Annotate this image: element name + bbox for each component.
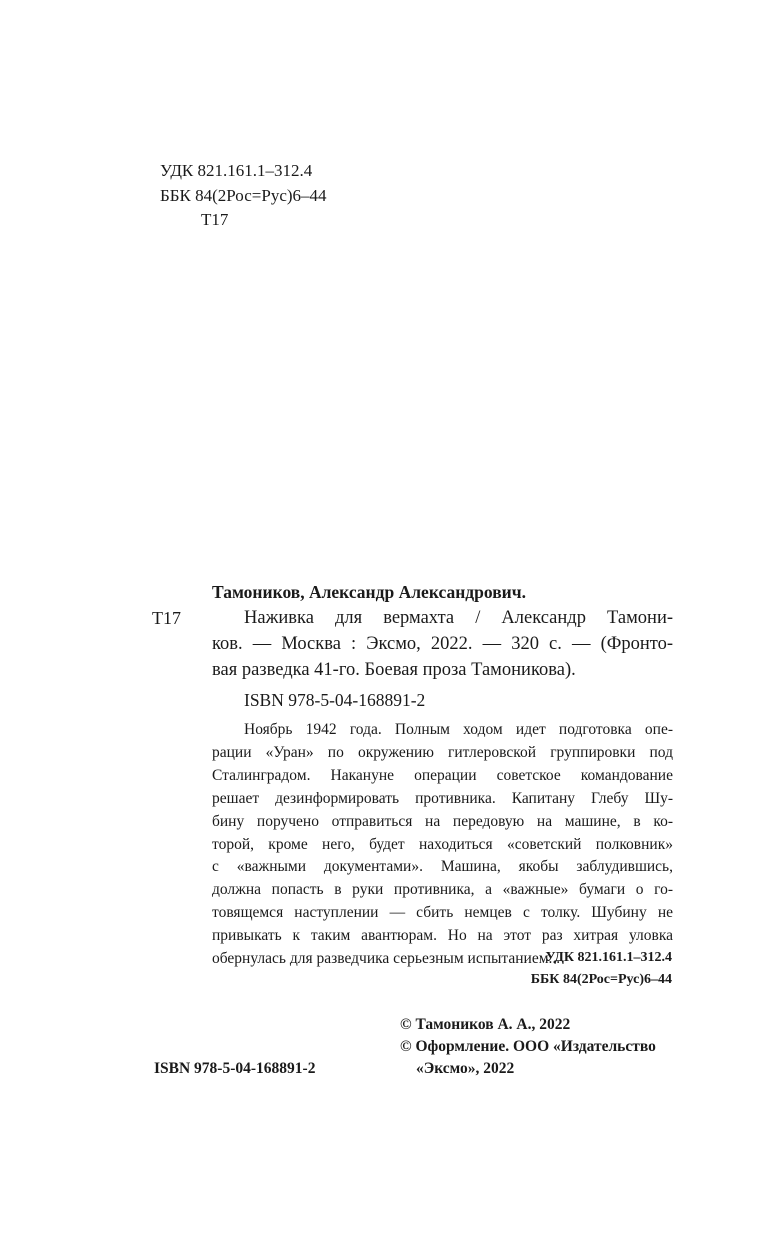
author-mark-left: Т17 bbox=[152, 608, 181, 628]
bbk-code-bottom: ББК 84(2Рос=Рус)6–44 bbox=[530, 972, 672, 987]
bbk-code: ББК 84(2Рос=Рус)6–44 bbox=[160, 186, 327, 205]
bib-line: ков. — Москва : Эксмо, 2022. — 320 с. — (Фронто- bbox=[212, 634, 673, 654]
annotation-line: Сталинградом. Накануне операции советское командование bbox=[212, 766, 673, 784]
udk-code: УДК 821.161.1–312.4 bbox=[160, 161, 313, 180]
bib-line: Наживка для вермахта / Александр Тамони- bbox=[244, 608, 673, 628]
annotation bbox=[212, 719, 673, 971]
annotation-line: с «важными документами». Машина, якобы заблудившись, bbox=[212, 858, 673, 876]
annotation-line: товящемся наступлении — сбить немцев с толку. Шубину не bbox=[212, 904, 673, 922]
author-heading: Тамоников, Александр Александрович. bbox=[212, 582, 526, 602]
annotation-line: обернулась для разведчика серьезным испытанием... bbox=[212, 950, 561, 968]
bib-line: вая разведка 41-го. Боевая проза Тамоникова). bbox=[212, 660, 576, 680]
copyright-author: © Тамоников А. А., 2022 bbox=[400, 1016, 571, 1033]
copyright-design-line2: «Эксмо», 2022 bbox=[416, 1060, 515, 1077]
udk-code-bottom: УДК 821.161.1–312.4 bbox=[545, 950, 672, 965]
annotation-line: должна попасть в руки противника, а «важные» бумаги о го- bbox=[212, 881, 673, 899]
author-mark-top: Т17 bbox=[201, 210, 229, 229]
copyright-design-line1: © Оформление. ООО «Издательство bbox=[400, 1038, 656, 1055]
bibliographic-description bbox=[212, 605, 673, 683]
annotation-line: Ноябрь 1942 года. Полным ходом идет подготовка опе- bbox=[244, 721, 673, 738]
isbn-main: ISBN 978-5-04-168891-2 bbox=[244, 690, 426, 710]
annotation-line: решает дезинформировать противника. Капитану Глебу Шу- bbox=[212, 789, 673, 807]
annotation-line: торой, кроме него, будет находиться «советский полковник» bbox=[212, 835, 673, 853]
annotation-line: бину поручено отправиться на передовую на машине, в ко- bbox=[212, 812, 673, 830]
isbn-footer: ISBN 978-5-04-168891-2 bbox=[154, 1060, 316, 1077]
annotation-line: привыкать к таким авантюрам. Но на этот раз хитрая уловка bbox=[212, 927, 673, 945]
annotation-line: рации «Уран» по окружению гитлеровской группировки под bbox=[212, 743, 673, 761]
